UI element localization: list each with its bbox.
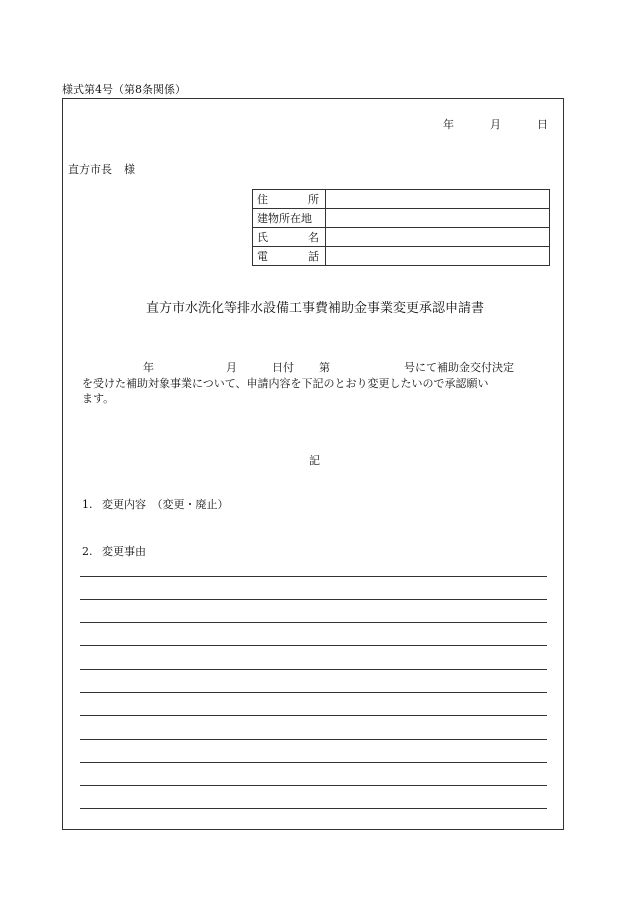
reason-line[interactable]: [80, 645, 547, 646]
addressee-name: 直方市長: [68, 163, 112, 176]
addressee-honorific: 様: [124, 163, 135, 176]
reason-line[interactable]: [80, 715, 547, 716]
reason-line[interactable]: [80, 599, 547, 600]
item-2-text: 変更事由: [102, 545, 146, 558]
reason-line[interactable]: [80, 692, 547, 693]
body-month-label: 月: [226, 361, 237, 374]
reason-line[interactable]: [80, 808, 547, 809]
item-change-reason: [82, 543, 146, 559]
date-year-label: 年: [443, 118, 454, 131]
building-location-label: 建物所在地: [253, 209, 326, 228]
body-line-2: を受けた補助対象事業について、申請内容を下記のとおり変更したいので承認願い: [82, 377, 489, 390]
body-year-label: 年: [143, 361, 154, 374]
reason-line[interactable]: [80, 739, 547, 740]
address-field[interactable]: [326, 190, 550, 209]
body-day-label: 日付: [272, 361, 294, 374]
phone-label: 電 話: [253, 247, 326, 266]
body-line1-rest: 号にて補助金交付決定: [404, 361, 514, 374]
item-1-text: 変更内容 （変更・廃止）: [102, 498, 229, 511]
applicant-row-name: [253, 228, 550, 247]
reason-line[interactable]: [80, 785, 547, 786]
form-number: 様式第4号（第8条関係）: [62, 83, 186, 96]
applicant-row-address: [253, 190, 550, 209]
reason-line[interactable]: [80, 669, 547, 670]
date-month-label: 月: [490, 118, 501, 131]
building-location-field[interactable]: [326, 209, 550, 228]
phone-field[interactable]: [326, 247, 550, 266]
ki-heading: 記: [309, 454, 320, 467]
applicant-row-phone: [253, 247, 550, 266]
reason-line[interactable]: [80, 576, 547, 577]
applicant-table: [252, 189, 550, 266]
document-title: 直方市水洗化等排水設備工事費補助金事業変更承認申請書: [145, 301, 484, 316]
address-label: 住 所: [253, 190, 326, 209]
name-field[interactable]: [326, 228, 550, 247]
item-change-content: [82, 496, 229, 512]
applicant-row-building: [253, 209, 550, 228]
item-2-number: 2.: [82, 545, 93, 558]
date-day-label: 日: [537, 118, 548, 131]
body-line-3: ます。: [82, 392, 115, 405]
item-1-number: 1.: [82, 498, 93, 511]
body-number-label: 第: [319, 361, 330, 374]
reason-line[interactable]: [80, 762, 547, 763]
addressee: [68, 161, 135, 177]
name-label: 氏 名: [253, 228, 326, 247]
reason-line[interactable]: [80, 622, 547, 623]
